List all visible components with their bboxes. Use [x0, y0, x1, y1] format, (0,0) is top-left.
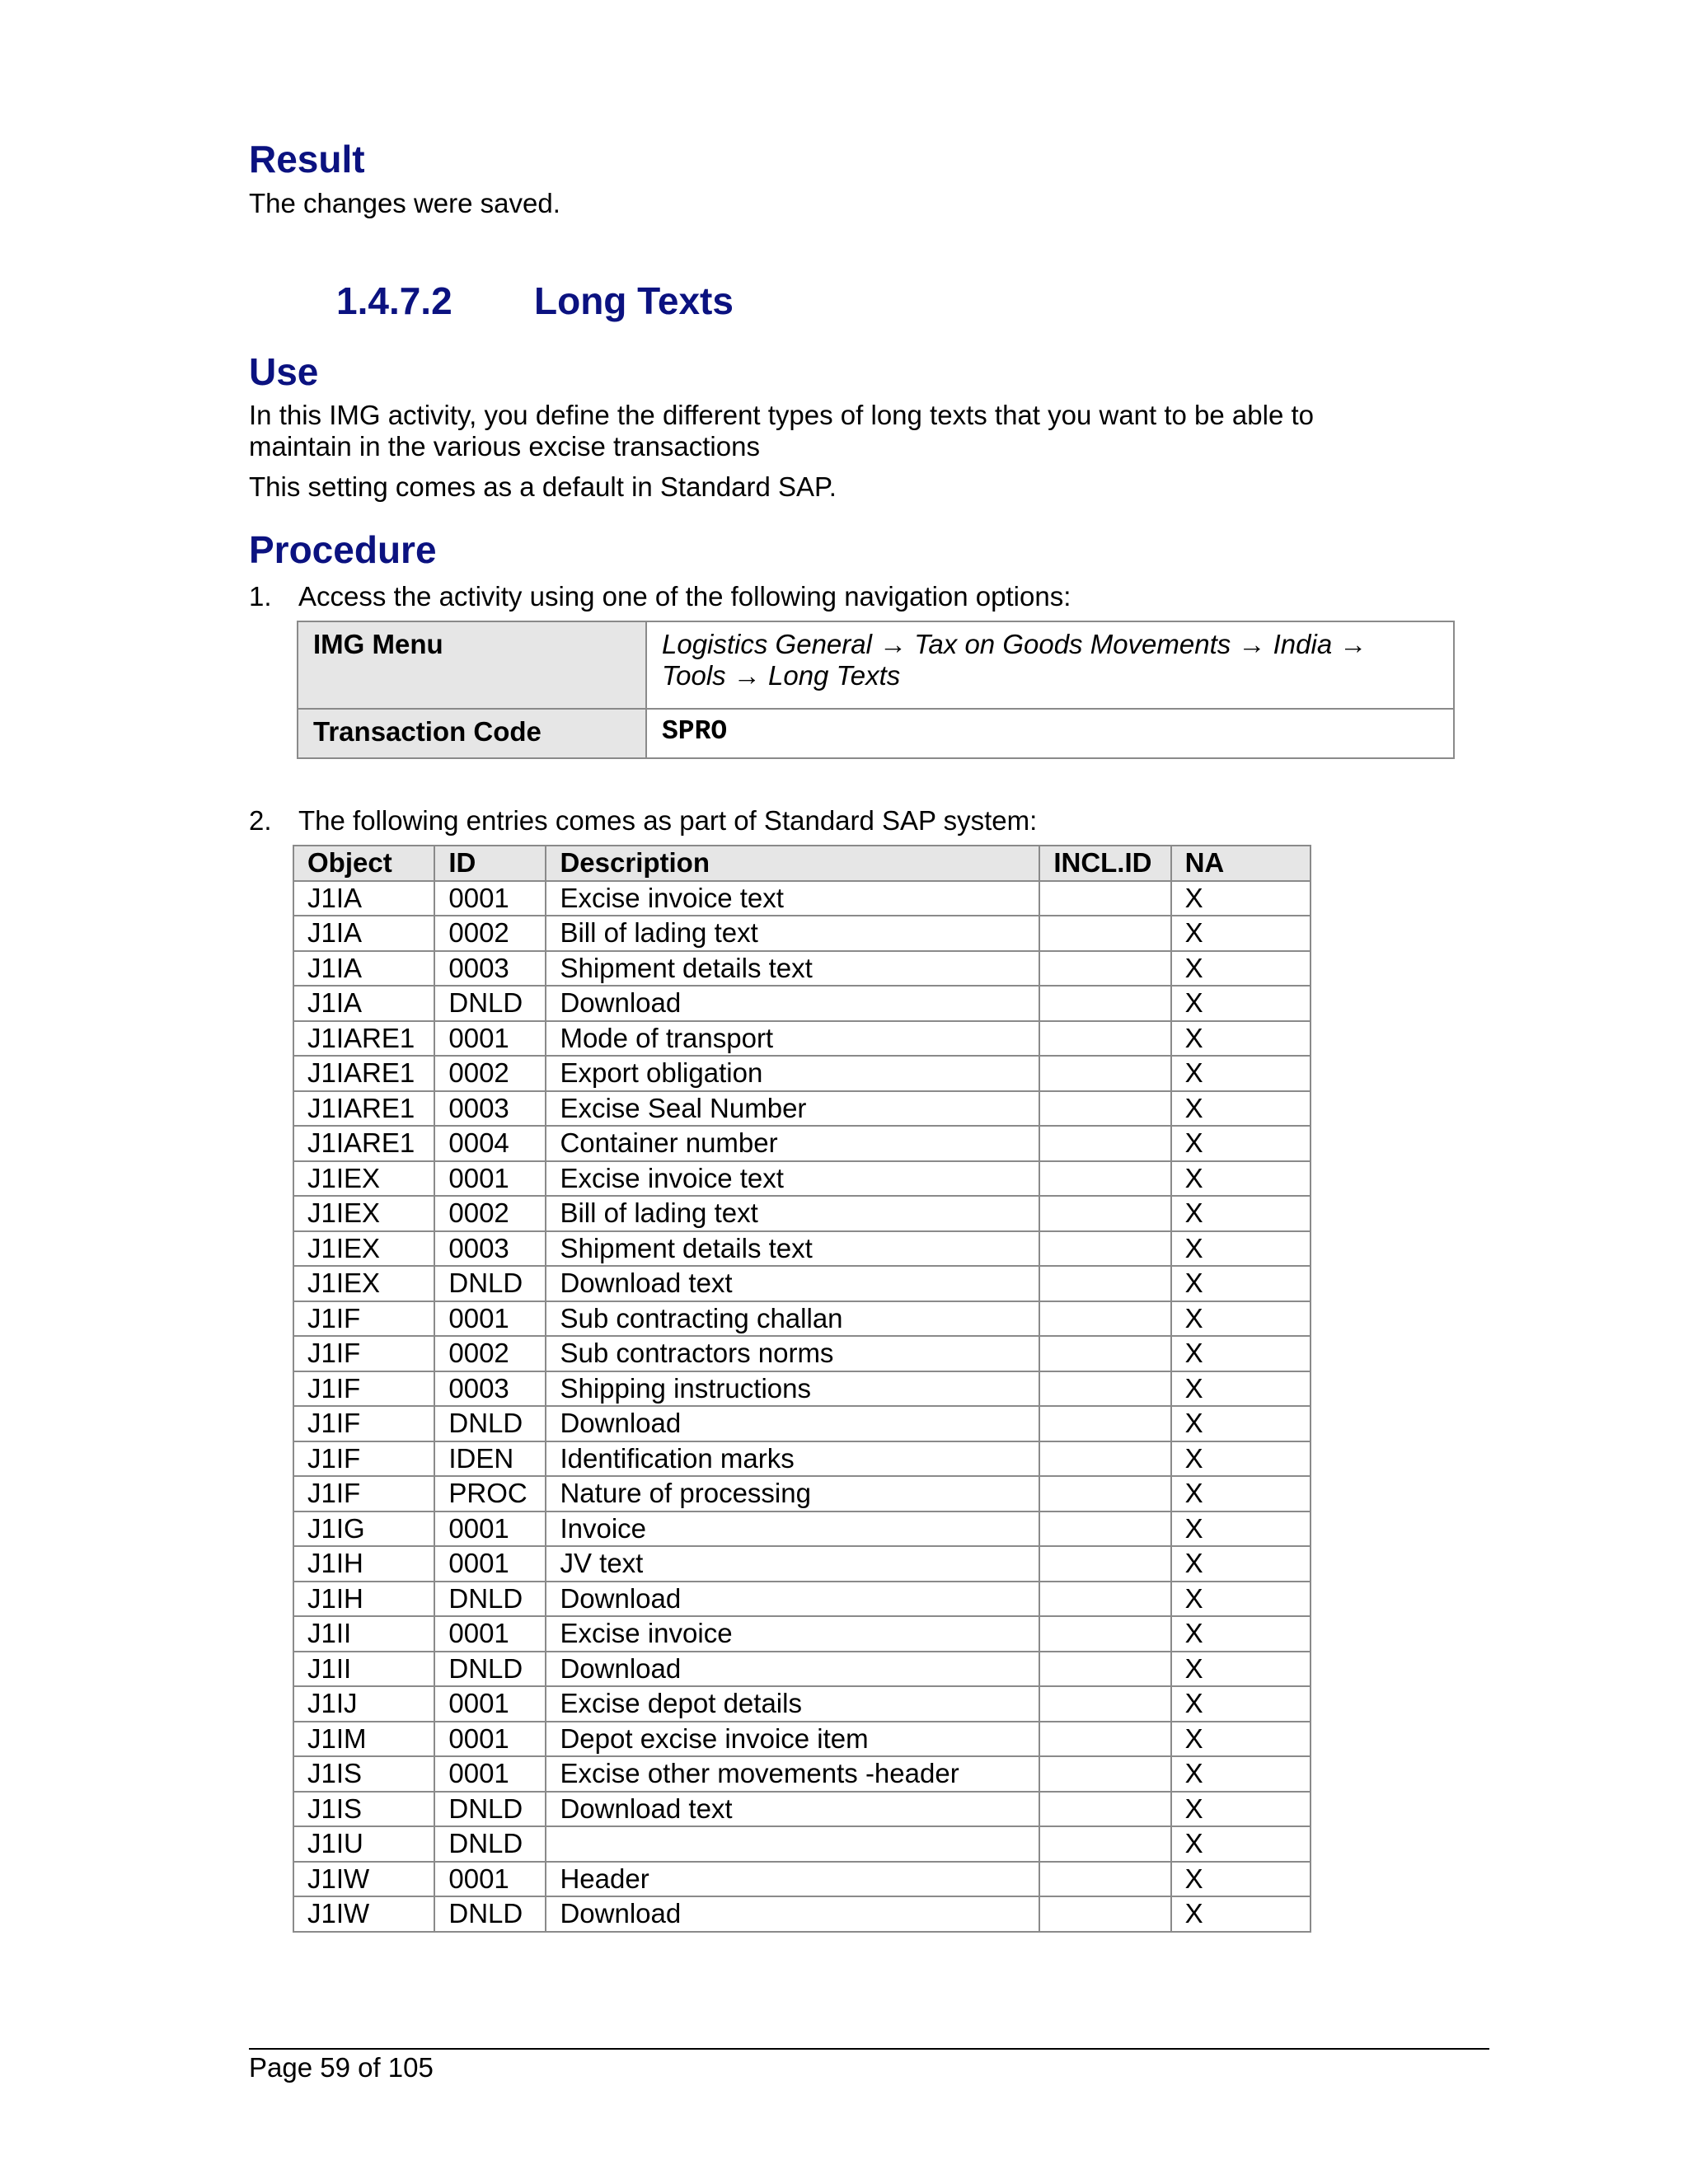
cell-description: Excise invoice text: [546, 1161, 1039, 1197]
cell-description: Identification marks: [546, 1441, 1039, 1477]
column-header-incl-id: INCL.ID: [1039, 846, 1170, 881]
step-number: 2.: [249, 805, 272, 836]
table-row: [293, 1862, 1311, 1897]
cell-incl-id: [1039, 881, 1170, 916]
cell-description: [546, 1826, 1039, 1862]
use-default-note: This setting comes as a default in Standard SAP.: [249, 471, 837, 502]
procedure-heading: Procedure: [249, 528, 437, 571]
cell-description: Mode of transport: [546, 1021, 1039, 1057]
cell-incl-id: [1039, 986, 1170, 1021]
cell-object: J1IF: [293, 1371, 434, 1407]
cell-na: X: [1171, 1406, 1311, 1441]
cell-id: 0001: [434, 1616, 546, 1652]
cell-description: Download: [546, 1406, 1039, 1441]
cell-description: Nature of processing: [546, 1476, 1039, 1511]
cell-description: Container number: [546, 1126, 1039, 1161]
img-menu-label: IMG Menu: [298, 621, 646, 709]
cell-na: X: [1171, 1862, 1311, 1897]
cell-object: J1IA: [293, 881, 434, 916]
table-row: [293, 1792, 1311, 1827]
cell-id: DNLD: [434, 1582, 546, 1617]
cell-description: Bill of lading text: [546, 1196, 1039, 1231]
cell-incl-id: [1039, 1826, 1170, 1862]
cell-incl-id: [1039, 1126, 1170, 1161]
cell-incl-id: [1039, 1196, 1170, 1231]
table-row: [293, 951, 1311, 987]
cell-incl-id: [1039, 1582, 1170, 1617]
cell-incl-id: [1039, 1161, 1170, 1197]
cell-id: DNLD: [434, 1896, 546, 1932]
cell-id: 0003: [434, 1371, 546, 1407]
cell-object: J1IEX: [293, 1196, 434, 1231]
column-header-id: ID: [434, 846, 546, 881]
cell-incl-id: [1039, 1616, 1170, 1652]
cell-description: Download text: [546, 1792, 1039, 1827]
cell-object: J1IU: [293, 1826, 434, 1862]
cell-id: DNLD: [434, 1266, 546, 1301]
cell-description: Bill of lading text: [546, 916, 1039, 951]
table-row: [293, 1652, 1311, 1687]
cell-id: DNLD: [434, 986, 546, 1021]
cell-description: Excise depot details: [546, 1686, 1039, 1722]
cell-incl-id: [1039, 1476, 1170, 1511]
cell-object: J1IEX: [293, 1266, 434, 1301]
cell-description: Excise other movements -header: [546, 1756, 1039, 1792]
cell-object: J1IARE1: [293, 1091, 434, 1127]
cell-id: DNLD: [434, 1652, 546, 1687]
cell-na: X: [1171, 1582, 1311, 1617]
cell-id: 0001: [434, 1021, 546, 1057]
table-row: [293, 1021, 1311, 1057]
table-row: [293, 881, 1311, 916]
cell-id: 0001: [434, 1756, 546, 1792]
table-row: [293, 1546, 1311, 1582]
img-path-line1: Logistics General → Tax on Goods Movements → India →: [662, 629, 1367, 659]
table-row: [293, 1406, 1311, 1441]
cell-object: J1IF: [293, 1301, 434, 1337]
cell-description: Excise invoice: [546, 1616, 1039, 1652]
table-row: [293, 1722, 1311, 1757]
cell-na: X: [1171, 1056, 1311, 1091]
cell-object: J1IF: [293, 1476, 434, 1511]
cell-id: 0001: [434, 1511, 546, 1547]
cell-na: X: [1171, 1021, 1311, 1057]
cell-description: Download: [546, 1896, 1039, 1932]
cell-id: 0004: [434, 1126, 546, 1161]
cell-description: Sub contracting challan: [546, 1301, 1039, 1337]
cell-na: X: [1171, 951, 1311, 987]
cell-id: 0001: [434, 1722, 546, 1757]
cell-object: J1IW: [293, 1862, 434, 1897]
table-row: [293, 1231, 1311, 1267]
table-row: [293, 1301, 1311, 1337]
column-header-na: NA: [1171, 846, 1311, 881]
step-text: The following entries comes as part of Standard SAP system:: [298, 805, 1038, 836]
step-text: Access the activity using one of the following navigation options:: [298, 581, 1071, 612]
cell-id: IDEN: [434, 1441, 546, 1477]
cell-description: Excise invoice text: [546, 881, 1039, 916]
cell-na: X: [1171, 1266, 1311, 1301]
cell-na: X: [1171, 1196, 1311, 1231]
table-row: [293, 1756, 1311, 1792]
cell-id: 0001: [434, 1301, 546, 1337]
cell-id: 0002: [434, 916, 546, 951]
table-row: [293, 1126, 1311, 1161]
cell-description: Shipment details text: [546, 951, 1039, 987]
cell-incl-id: [1039, 1406, 1170, 1441]
cell-incl-id: [1039, 1021, 1170, 1057]
navigation-table: [297, 621, 1455, 759]
page-number: Page 59 of 105: [249, 2052, 434, 2083]
table-row: [293, 1161, 1311, 1197]
cell-incl-id: [1039, 1756, 1170, 1792]
cell-id: 0002: [434, 1056, 546, 1091]
cell-na: X: [1171, 1756, 1311, 1792]
cell-object: J1IJ: [293, 1686, 434, 1722]
table-header-row: [293, 846, 1311, 881]
column-header-object: Object: [293, 846, 434, 881]
cell-object: J1II: [293, 1616, 434, 1652]
cell-incl-id: [1039, 1722, 1170, 1757]
table-row: [298, 621, 1454, 709]
table-row: [293, 1196, 1311, 1231]
table-row: [293, 1616, 1311, 1652]
cell-object: J1II: [293, 1652, 434, 1687]
cell-id: DNLD: [434, 1406, 546, 1441]
cell-na: X: [1171, 916, 1311, 951]
result-heading: Result: [249, 138, 365, 180]
use-para-line2: maintain in the various excise transactions: [249, 431, 760, 462]
cell-description: Invoice: [546, 1511, 1039, 1547]
cell-incl-id: [1039, 1231, 1170, 1267]
cell-id: DNLD: [434, 1826, 546, 1862]
cell-object: J1IA: [293, 951, 434, 987]
cell-na: X: [1171, 1441, 1311, 1477]
cell-id: 0001: [434, 1862, 546, 1897]
footer-divider: [249, 2048, 1489, 2050]
table-row: [293, 1582, 1311, 1617]
cell-description: Download: [546, 1652, 1039, 1687]
column-header-description: Description: [546, 846, 1039, 881]
cell-na: X: [1171, 1126, 1311, 1161]
cell-na: X: [1171, 986, 1311, 1021]
table-row: [293, 1091, 1311, 1127]
table-row: [293, 1266, 1311, 1301]
table-row: [298, 709, 1454, 758]
cell-incl-id: [1039, 1896, 1170, 1932]
cell-na: X: [1171, 1616, 1311, 1652]
step-number: 1.: [249, 581, 272, 612]
cell-description: Download: [546, 1582, 1039, 1617]
cell-na: X: [1171, 1546, 1311, 1582]
cell-object: J1IH: [293, 1582, 434, 1617]
cell-na: X: [1171, 1826, 1311, 1862]
table-row: [293, 916, 1311, 951]
cell-description: Excise Seal Number: [546, 1091, 1039, 1127]
cell-incl-id: [1039, 1511, 1170, 1547]
cell-id: 0001: [434, 1546, 546, 1582]
table-row: [293, 1056, 1311, 1091]
cell-incl-id: [1039, 1686, 1170, 1722]
section-name: Long Texts: [534, 279, 734, 322]
cell-incl-id: [1039, 1336, 1170, 1371]
cell-incl-id: [1039, 1056, 1170, 1091]
cell-id: 0003: [434, 951, 546, 987]
cell-object: J1IEX: [293, 1231, 434, 1267]
cell-na: X: [1171, 881, 1311, 916]
cell-na: X: [1171, 1896, 1311, 1932]
cell-incl-id: [1039, 1371, 1170, 1407]
cell-incl-id: [1039, 1441, 1170, 1477]
cell-object: J1IA: [293, 916, 434, 951]
cell-id: 0003: [434, 1231, 546, 1267]
cell-object: J1IARE1: [293, 1021, 434, 1057]
section-number: 1.4.7.2: [336, 279, 452, 322]
cell-description: Export obligation: [546, 1056, 1039, 1091]
cell-id: 0001: [434, 1686, 546, 1722]
cell-description: Shipment details text: [546, 1231, 1039, 1267]
cell-incl-id: [1039, 951, 1170, 987]
img-menu-path: [646, 621, 1454, 709]
cell-description: Download: [546, 986, 1039, 1021]
cell-na: X: [1171, 1336, 1311, 1371]
cell-na: X: [1171, 1722, 1311, 1757]
cell-na: X: [1171, 1511, 1311, 1547]
table-row: [293, 1336, 1311, 1371]
long-text-entries-table: [293, 845, 1311, 1933]
table-row: [293, 1371, 1311, 1407]
table-row: [293, 1476, 1311, 1511]
cell-na: X: [1171, 1161, 1311, 1197]
section-title: [336, 279, 734, 323]
cell-object: J1IF: [293, 1441, 434, 1477]
img-path-line2: Tools → Long Texts: [662, 660, 901, 691]
cell-incl-id: [1039, 1301, 1170, 1337]
cell-object: J1IF: [293, 1336, 434, 1371]
cell-na: X: [1171, 1371, 1311, 1407]
cell-object: J1IEX: [293, 1161, 434, 1197]
cell-na: X: [1171, 1686, 1311, 1722]
cell-incl-id: [1039, 1792, 1170, 1827]
cell-na: X: [1171, 1792, 1311, 1827]
use-para-line1: In this IMG activity, you define the different types of long texts that you want to be able to: [249, 400, 1315, 430]
cell-na: X: [1171, 1476, 1311, 1511]
cell-object: J1IF: [293, 1406, 434, 1441]
cell-object: J1IM: [293, 1722, 434, 1757]
transaction-code-value: SPRO: [646, 709, 1454, 758]
cell-object: J1IARE1: [293, 1056, 434, 1091]
cell-na: X: [1171, 1091, 1311, 1127]
cell-na: X: [1171, 1231, 1311, 1267]
table-row: [293, 1896, 1311, 1932]
cell-incl-id: [1039, 916, 1170, 951]
cell-id: 0003: [434, 1091, 546, 1127]
cell-description: Depot excise invoice item: [546, 1722, 1039, 1757]
table-row: [293, 1511, 1311, 1547]
cell-object: J1IA: [293, 986, 434, 1021]
result-text: The changes were saved.: [249, 188, 560, 218]
use-heading: Use: [249, 350, 319, 393]
cell-description: Download text: [546, 1266, 1039, 1301]
cell-na: X: [1171, 1652, 1311, 1687]
cell-object: J1IS: [293, 1792, 434, 1827]
cell-id: 0001: [434, 881, 546, 916]
procedure-step-2: [249, 805, 1037, 837]
cell-incl-id: [1039, 1266, 1170, 1301]
procedure-step-1: [249, 581, 1071, 612]
cell-description: Sub contractors norms: [546, 1336, 1039, 1371]
cell-object: J1IH: [293, 1546, 434, 1582]
cell-incl-id: [1039, 1546, 1170, 1582]
cell-id: 0002: [434, 1336, 546, 1371]
cell-id: DNLD: [434, 1792, 546, 1827]
cell-object: J1IW: [293, 1896, 434, 1932]
cell-id: 0001: [434, 1161, 546, 1197]
table-row: [293, 986, 1311, 1021]
table-body: [293, 881, 1311, 1932]
cell-id: 0002: [434, 1196, 546, 1231]
cell-incl-id: [1039, 1091, 1170, 1127]
table-row: [293, 1441, 1311, 1477]
cell-description: Shipping instructions: [546, 1371, 1039, 1407]
transaction-code-label: Transaction Code: [298, 709, 646, 758]
cell-object: J1IARE1: [293, 1126, 434, 1161]
cell-id: PROC: [434, 1476, 546, 1511]
cell-incl-id: [1039, 1652, 1170, 1687]
cell-na: X: [1171, 1301, 1311, 1337]
cell-object: J1IS: [293, 1756, 434, 1792]
cell-incl-id: [1039, 1862, 1170, 1897]
cell-object: J1IG: [293, 1511, 434, 1547]
table-row: [293, 1826, 1311, 1862]
table-row: [293, 1686, 1311, 1722]
cell-description: Header: [546, 1862, 1039, 1897]
cell-description: JV text: [546, 1546, 1039, 1582]
